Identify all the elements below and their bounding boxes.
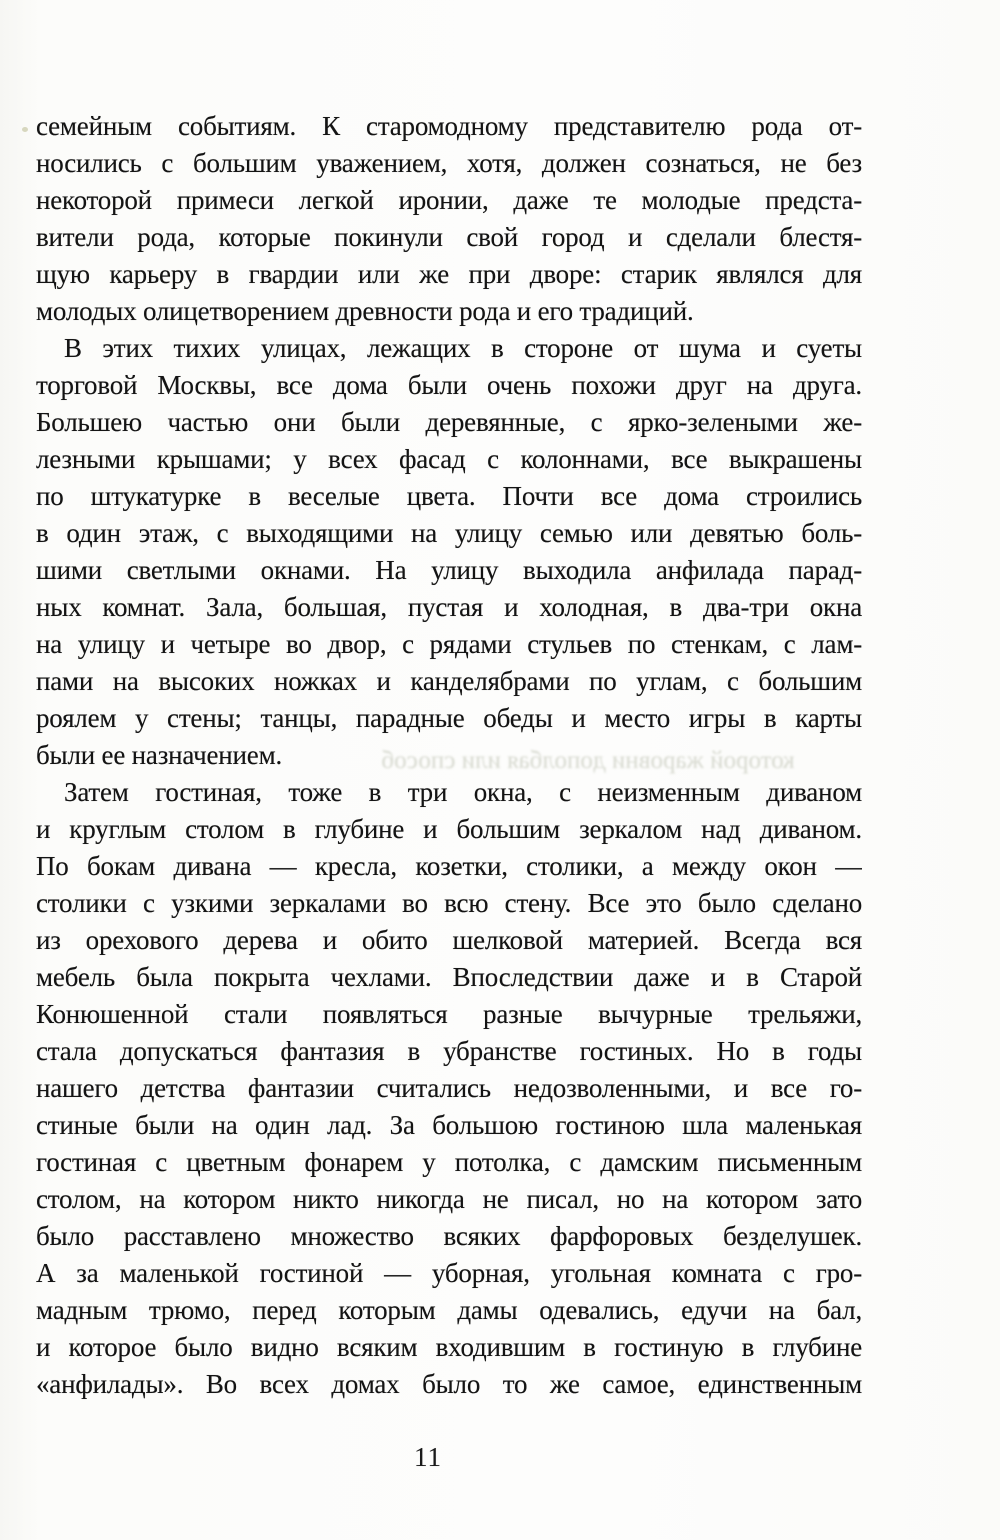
scan-speck [22,127,28,132]
text-line: семейным событиям. К старомодному представителю рода от- [36,111,862,141]
text-line: по штукатурке в веселые цвета. Почти все дома строились [36,481,862,511]
paragraph [36,330,862,774]
paragraph [36,774,862,1403]
text-line: Конюшенной стали появляться разные вычурные трельяжи, [36,999,862,1029]
text-line: молодых олицетворением древности рода и его традиций. [36,296,694,326]
text-line: и круглым столом в глубине и большим зеркалом над диваном. [36,814,862,844]
page-text [36,108,862,1403]
text-line: стала допускаться фантазия в убранстве гостиных. Но в годы [36,1036,862,1066]
text-line: в один этаж, с выходящими на улицу семью или девятью боль- [36,518,862,548]
text-line: Затем гостиная, тоже в три окна, с неизменным диваном [64,777,862,807]
text-line: носились с большим уважением, хотя, должен сознаться, не без [36,148,862,178]
text-line: шими светлыми окнами. На улицу выходила анфилада парад- [36,555,862,585]
text-line: А за маленькой гостиной — уборная, угольная комната с гро- [36,1258,862,1288]
text-line: вители рода, которые покинули свой город и сделали блестя- [36,222,862,252]
text-line: столики с узкими зеркалами во всю стену. Все это было сделано [36,888,862,918]
text-line: лезными крышами; у всех фасад с колоннами, все выкрашены [36,444,862,474]
text-line: «анфилады». Во всех домах было то же самое, единственным [36,1369,862,1399]
paragraph [36,108,862,330]
text-line: гостиная с цветным фонарем у потолка, с дамским письменным [36,1147,862,1177]
text-line: торговой Москвы, все дома были очень похожи друг на друга. [36,370,862,400]
page-number: 11 [414,1442,442,1472]
text-line: нашего детства фантазии считались недозволенными, и все го- [36,1073,862,1103]
text-line: мадным трюмо, перед которым дамы одевались, едучи на бал, [36,1295,862,1325]
text-line: роялем у стены; танцы, парадные обеды и место игры в карты [36,703,862,733]
text-line: и которое было видно всяким входившим в гостиную в глубине [36,1332,862,1362]
text-line: было расставлено множество всяких фарфоровых безделушек. [36,1221,862,1251]
text-line: были ее назначением. [36,740,283,770]
text-line: на улицу и четыре во двор, с рядами стульев по стенкам, с лам- [36,629,862,659]
text-line: стиные были на один лад. За большою гостиною шла маленькая [36,1110,862,1140]
text-line: Большею частью они были деревянные, с ярко-зелеными же- [36,407,862,437]
text-line: из орехового дерева и обито шелковой материей. Всегда вся [36,925,862,955]
text-line: ных комнат. Зала, большая, пустая и холодная, в два-три окна [36,592,862,622]
text-line: По бокам дивана — кресла, козетки, столики, а между окон — [36,851,862,881]
text-line: мебель была покрыта чехлами. Впоследствии даже и в Старой [36,962,862,992]
text-line: щую карьеру в гвардии или же при дворе: старик являлся для [36,259,862,289]
text-line: столом, на котором никто никогда не писал, но на котором зато [36,1184,862,1214]
text-line: некоторой примеси легкой иронии, даже те молодые предста- [36,185,862,215]
text-line: В этих тихих улицах, лежащих в стороне от шума и суеты [64,333,862,363]
ghost-show-through-text: которой жаровни дополбая или способ [381,747,795,774]
text-line: пами на высоких ножках и канделябрами по углам, с большим [36,666,862,696]
